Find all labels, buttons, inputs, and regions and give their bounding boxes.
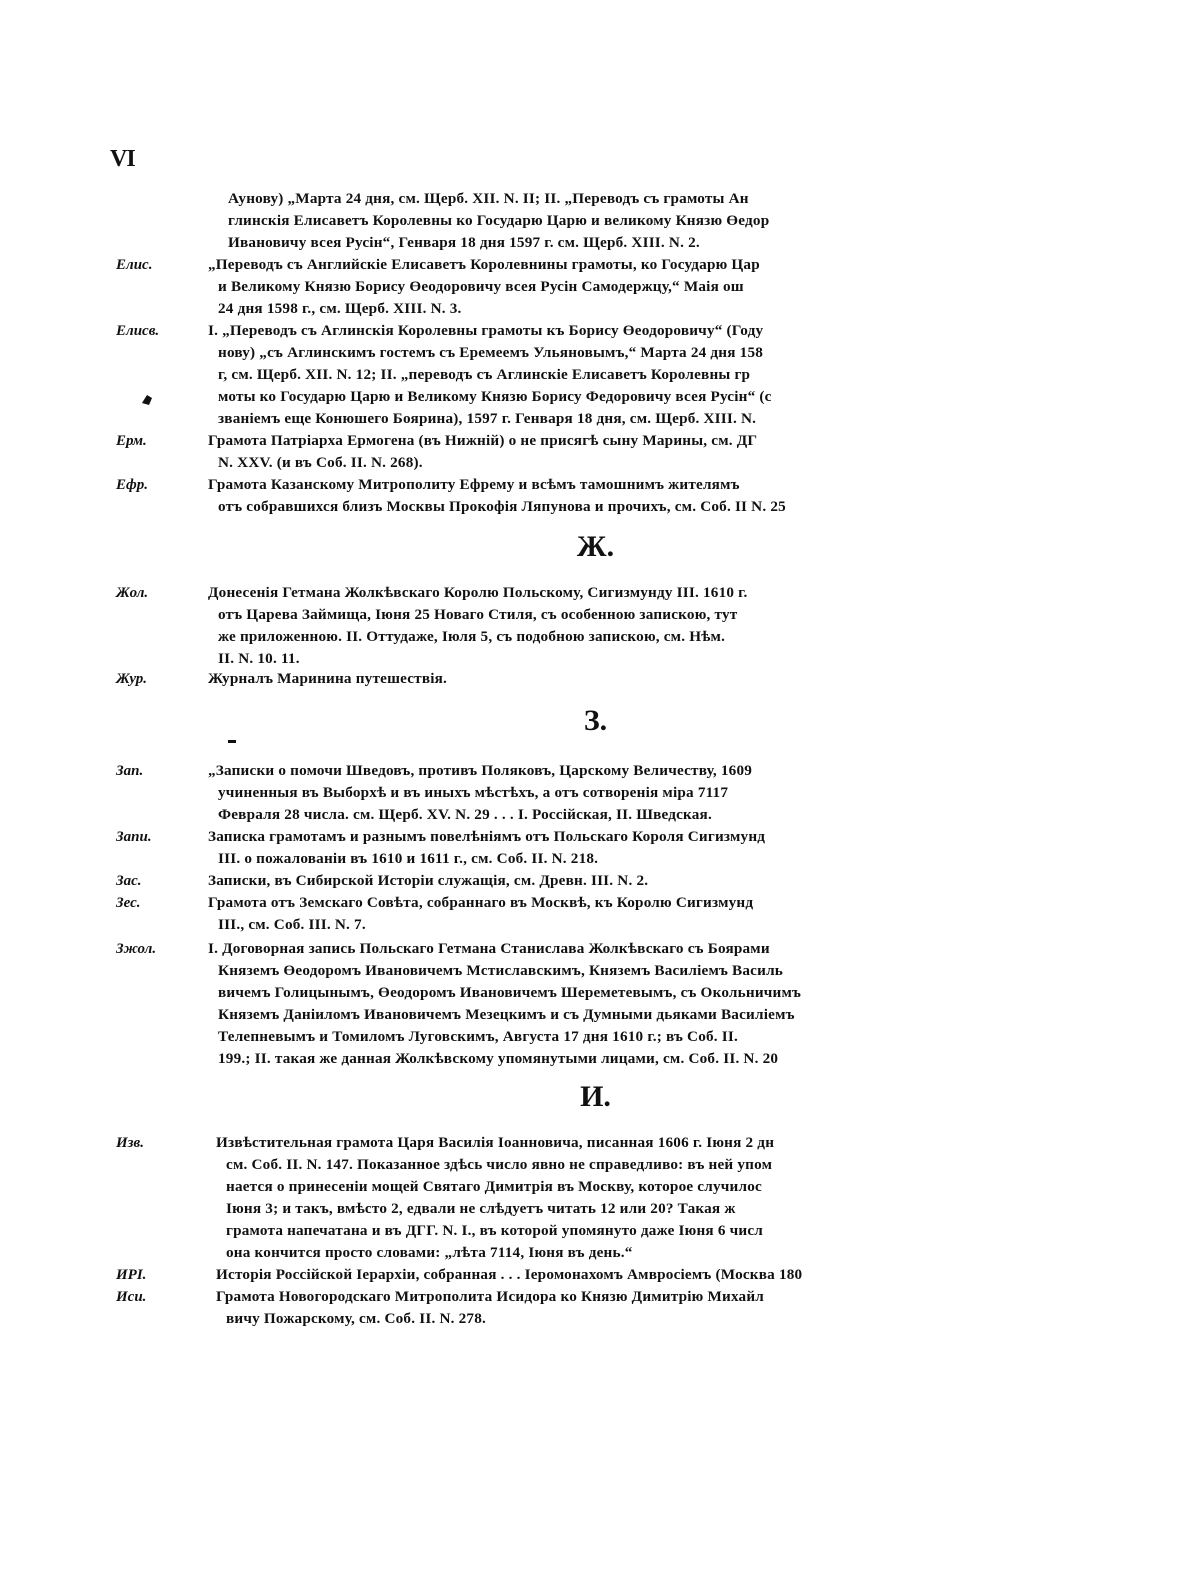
text-line: и Великому Князю Борису Өеодоровичу всея Русін Самодержцу,“ Маія ош <box>218 278 744 295</box>
text-line: „Записки о помочи Шведовъ, противъ Поляковъ, Царскому Величеству, 1609 <box>208 762 753 779</box>
text-line: г, см. Щерб. XII. N. 12; II. „переводъ съ Аглинскіе Елисаветъ Королевны гр <box>218 366 751 383</box>
text-line: вичу Пожарскому, см. Соб. II. N. 278. <box>226 1310 486 1327</box>
text-line: Февраля 28 числа. см. Щерб. XV. N. 29 . . . I. Россійская, II. Шведская. <box>218 806 712 823</box>
page-number: VI <box>110 146 135 172</box>
text-line: Грамота Патріарха Ермогена (въ Нижній) о не присягѣ сыну Марины, см. ДГ <box>208 432 758 449</box>
entry-abbreviation: Запи. <box>116 829 152 845</box>
section-letter-zh: Ж. <box>576 530 615 563</box>
entry-abbreviation: ИРІ. <box>116 1267 147 1283</box>
entry-abbreviation: Зас. <box>116 873 142 889</box>
text-line: Княземъ Өеодоромъ Ивановичемъ Мстиславскимъ, Княземъ Василіемъ Василь <box>218 962 784 979</box>
text-line: I. „Переводъ съ Аглинскія Королевны грамоты къ Борису Өеодоровичу“ (Году <box>208 322 764 339</box>
entry-text <box>208 254 1042 320</box>
entry-text <box>208 474 1042 518</box>
text-line: нову) „съ Аглинскимъ гостемъ съ Еремеемъ Ульяновымъ,“ Марта 24 дня 158 <box>218 344 764 361</box>
text-line: Ивановичу всея Русін“, Генваря 18 дня 1597 г. см. Щерб. XIII. N. 2. <box>228 234 700 251</box>
stray-mark <box>228 740 236 743</box>
entry-abbreviation: Елисв. <box>116 323 160 339</box>
text-line: Аунову) „Марта 24 дня, см. Щерб. XII. N. II; II. „Переводъ съ грамоты Ан <box>228 190 749 207</box>
entry-text <box>208 668 1042 690</box>
text-line: учиненныя въ Выборхѣ и въ иныхъ мѣстѣхъ, а отъ сотворенія міра 7117 <box>218 784 729 801</box>
text-line: „Переводъ съ Английскіе Елисаветъ Королевнины грамоты, ко Государю Цар <box>208 256 760 273</box>
text-line: же приложенною. II. Оттудаже, Іюля 5, съ подобною запискою, см. Нѣм. <box>218 628 726 645</box>
entry-abbreviation: Иси. <box>116 1289 147 1305</box>
entry-abbreviation: Жол. <box>116 585 149 601</box>
entry-text <box>216 1132 1042 1264</box>
text-line: она кончится просто словами: „лѣта 7114, Іюня въ день.“ <box>226 1244 633 1261</box>
text-line: Грамота отъ Земскаго Совѣта, собраннаго въ Москвѣ, къ Королю Сигизмунд <box>208 894 754 911</box>
entry-abbreviation: Ефр. <box>116 477 148 493</box>
entry-text <box>208 430 1042 474</box>
text-line: Донесенія Гетмана Жолкѣвскаго Королю Польскому, Сигизмунду III. 1610 г. <box>208 584 748 601</box>
entry-text <box>208 892 1042 936</box>
entry-abbreviation: Ерм. <box>116 433 147 449</box>
text-line: III. о пожалованіи въ 1610 и 1611 г., см. Соб. II. N. 218. <box>218 850 599 867</box>
entry-abbreviation: Изв. <box>116 1135 144 1151</box>
text-line: вичемъ Голицынымъ, Өеодоромъ Ивановичемъ Шереметевымъ, съ Окольничимъ <box>218 984 802 1001</box>
entry-abbreviation: Зес. <box>116 895 141 911</box>
text-line: нается о принесеніи мощей Святаго Димитрія въ Москву, которое случилос <box>226 1178 762 1195</box>
entry-text <box>208 760 1042 826</box>
entry-text <box>208 320 1042 430</box>
section-letter-i: И. <box>580 1080 611 1113</box>
text-line: глинскія Елисаветъ Королевны ко Государю Царю и великому Князю Өедор <box>228 212 770 229</box>
text-line: Журналъ Маринина путешествія. <box>208 670 448 687</box>
section-letter-z: З. <box>583 704 608 737</box>
text-line: отъ собравшихся близъ Москвы Прокофія Ляпунова и прочихъ, см. Соб. II N. 25 <box>218 498 786 515</box>
text-line: Записки, въ Сибирской Исторіи служащія, см. Древн. III. N. 2. <box>208 872 649 889</box>
text-line: II. N. 10. 11. <box>218 650 300 667</box>
entry-text <box>208 582 1042 670</box>
text-line: Іюня 3; и такъ, вмѣсто 2, едвали не слѣдуетъ читать 12 или 20? Такая ж <box>226 1200 736 1217</box>
text-line: отъ Царева Займища, Іюня 25 Новаго Стиля, съ особенною запискою, тут <box>218 606 738 623</box>
text-line: 24 дня 1598 г., см. Щерб. XIII. N. 3. <box>218 300 462 317</box>
text-line: грамота напечатана и въ ДГГ. N. I., въ которой упомянуто даже Іюня 6 числ <box>226 1222 763 1239</box>
entry-text <box>208 826 1042 870</box>
text-line: Записка грамотамъ и разнымъ повелѣніямъ отъ Польскаго Короля Сигизмунд <box>208 828 766 845</box>
ink-blot-mark <box>140 393 154 407</box>
entry-abbreviation: Жур. <box>116 671 148 687</box>
text-line: Грамота Казанскому Митрополиту Ефрему и всѣмъ тамошнимъ жителямъ <box>208 476 740 493</box>
continuation-text <box>228 188 1042 254</box>
entry-abbreviation: Зжол. <box>116 941 157 957</box>
text-line: 199.; II. такая же данная Жолкѣвскому упомянутыми лицами, см. Соб. II. N. 20 <box>218 1050 779 1067</box>
entry-abbreviation: Зап. <box>116 763 144 779</box>
text-line: III., см. Соб. III. N. 7. <box>218 916 366 933</box>
text-line: см. Соб. II. N. 147. Показанное здѣсь число явно не справедливо: въ ней упом <box>226 1156 773 1173</box>
entry-text <box>208 938 1042 1070</box>
text-line: Грамота Новогородскаго Митрополита Исидора ко Князю Димитрію Михайл <box>216 1288 765 1305</box>
entry-text <box>216 1264 1042 1286</box>
text-line: моты ко Государю Царю и Великому Князю Борису Федоровичу всея Русін“ (с <box>218 388 772 405</box>
text-line: Исторія Россійской Іерархіи, собранная . . . Іеромонахомъ Амвросіемъ (Москва 180 <box>216 1266 803 1283</box>
entry-text <box>208 870 1042 892</box>
entry-text <box>216 1286 1042 1330</box>
entry-abbreviation: Елис. <box>116 257 153 273</box>
text-line: Извѣстительная грамота Царя Василія Іоанновича, писанная 1606 г. Іюня 2 дн <box>216 1134 775 1151</box>
text-line: I. Договорная запись Польскаго Гетмана Станислава Жолкѣвскаго съ Боярами <box>208 940 770 957</box>
text-line: званіемъ еще Конюшего Боярина), 1597 г. Генваря 18 дня, см. Щерб. XIII. N. <box>218 410 757 427</box>
text-line: Телепневымъ и Томиломъ Луговскимъ, Августа 17 дня 1610 г.; въ Соб. II. <box>218 1028 739 1045</box>
text-line: Княземъ Даніиломъ Ивановичемъ Мезецкимъ и съ Думными дьяками Василіемъ <box>218 1006 795 1023</box>
text-line: N. XXV. (и въ Соб. II. N. 268). <box>218 454 423 471</box>
